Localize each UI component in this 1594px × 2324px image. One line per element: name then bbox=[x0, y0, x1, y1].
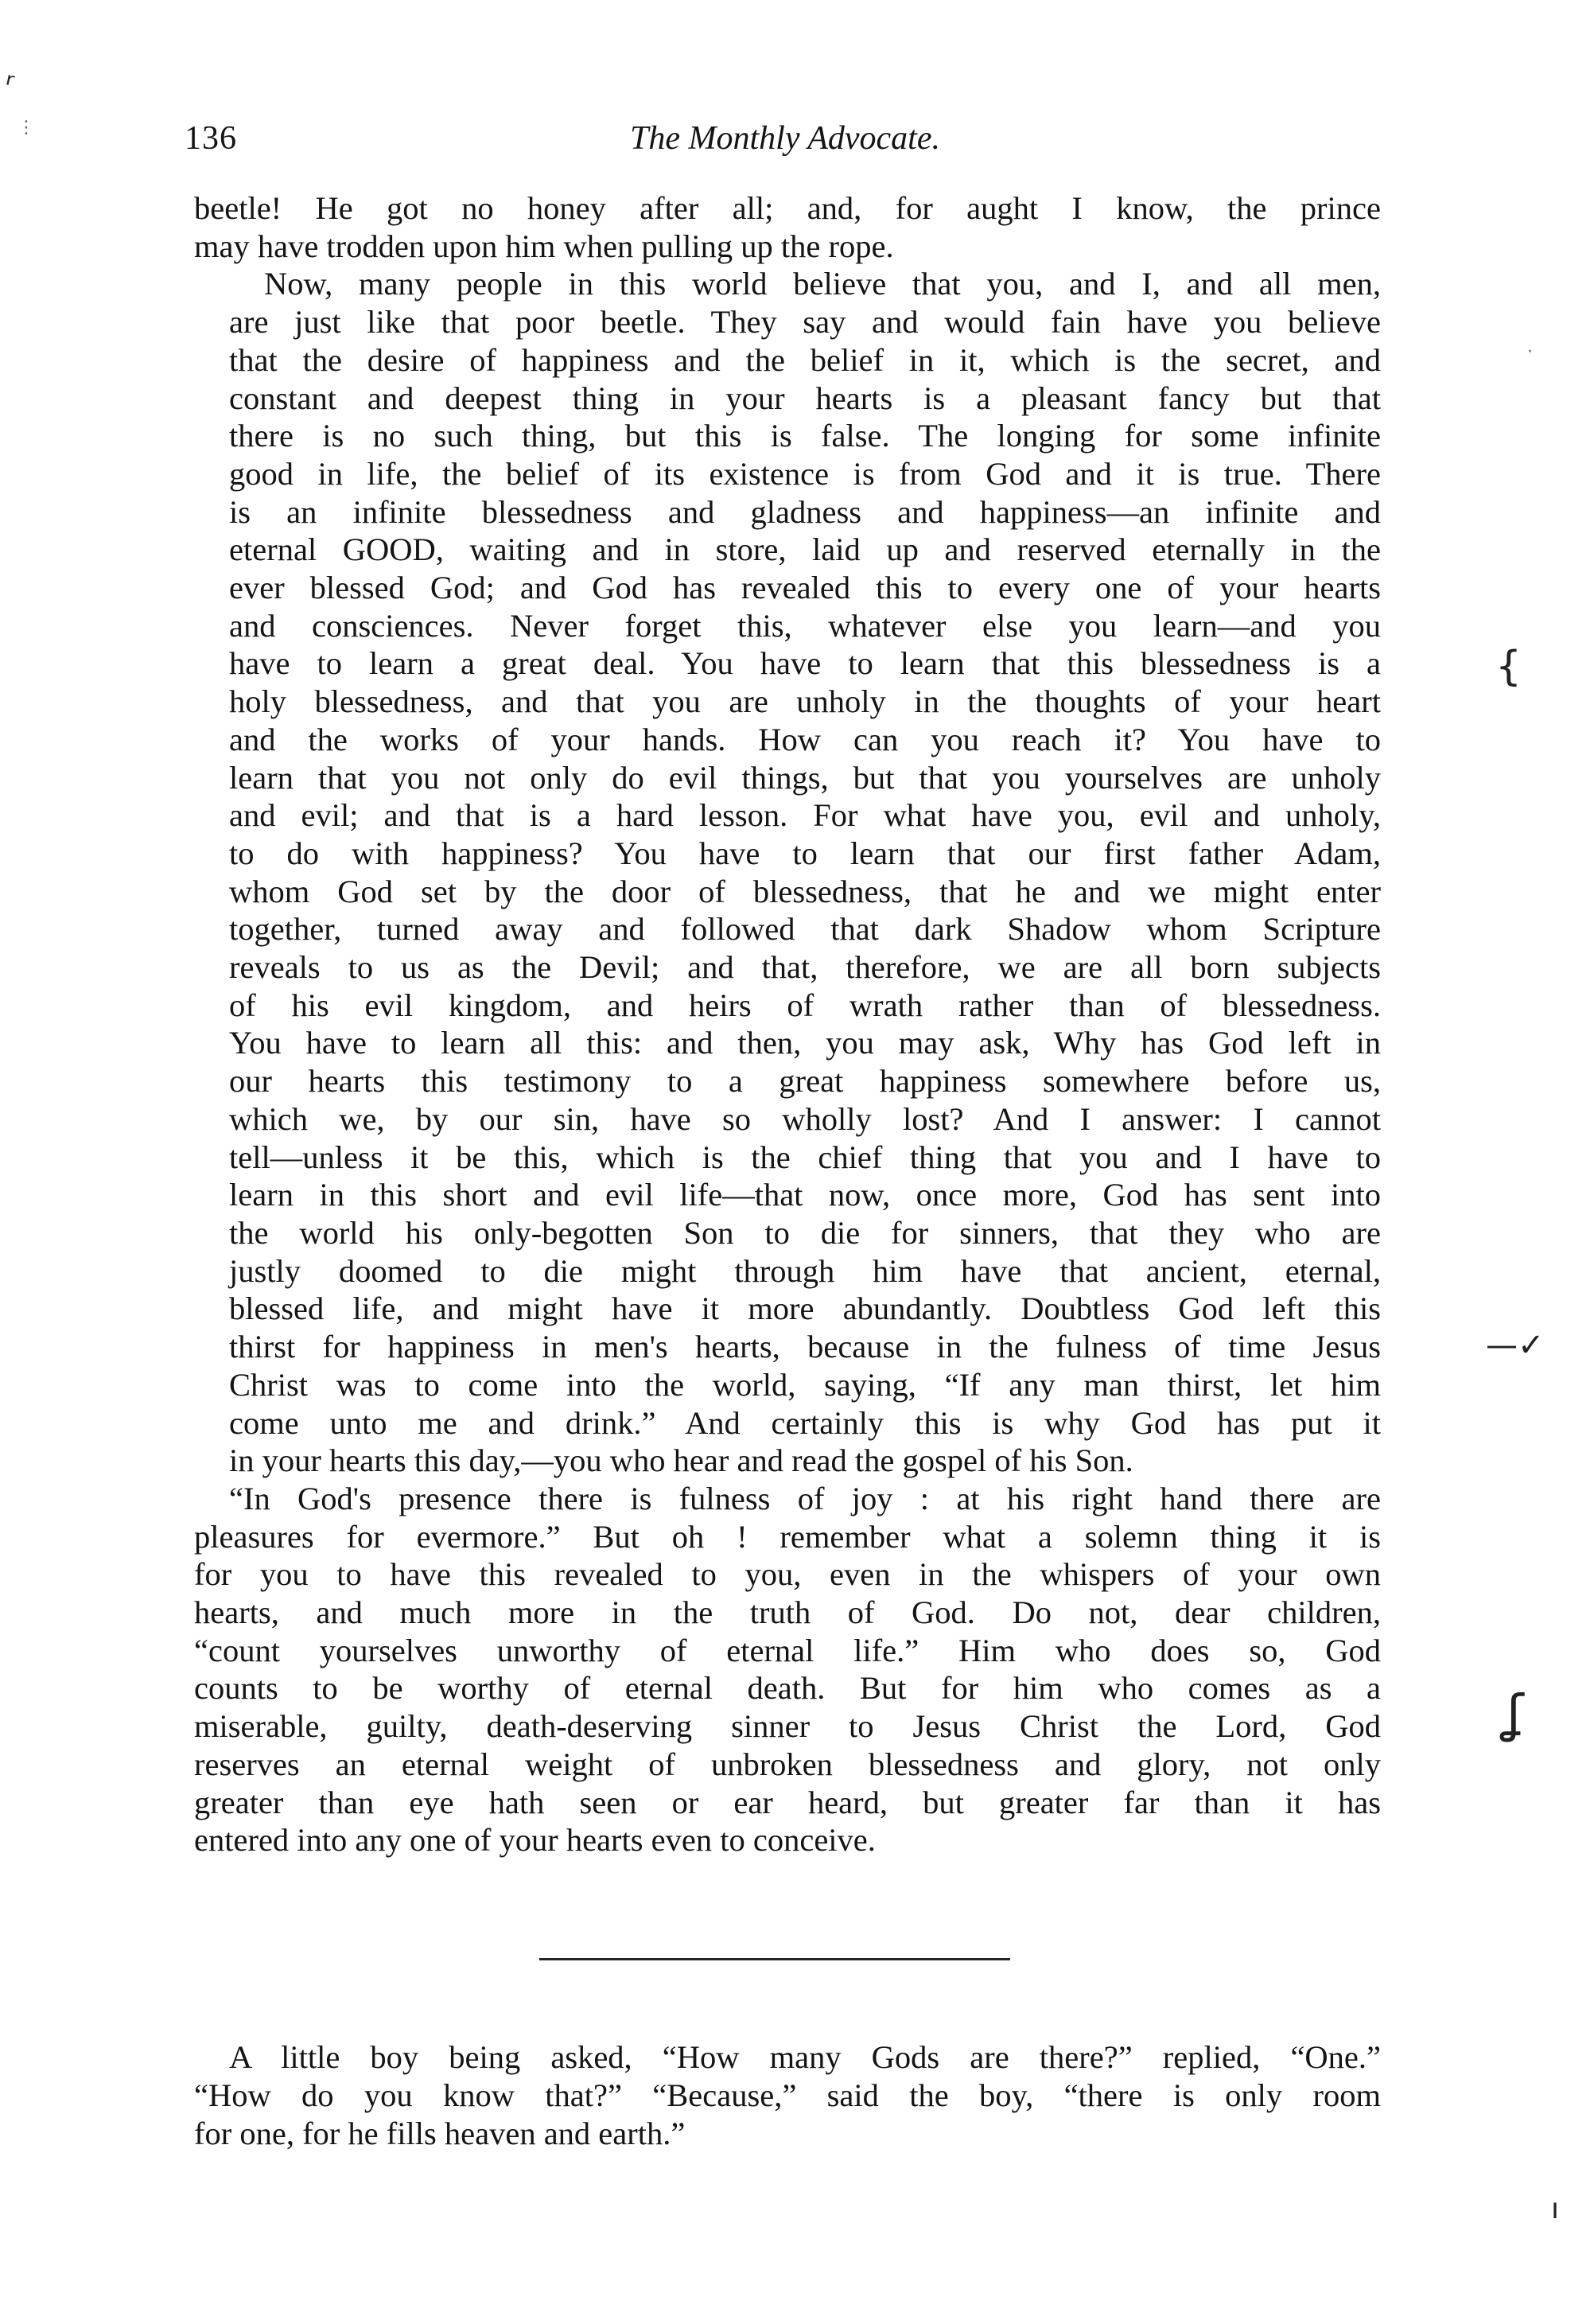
text-line: have to learn a great deal. You have to learn that this blessedness is a bbox=[229, 645, 1381, 682]
text-line: that the desire of happiness and the belief in it, which is the secret, and bbox=[229, 341, 1381, 378]
text-line: miserable, guilty, death-deserving sinner to Jesus Christ the Lord, God bbox=[194, 1708, 1381, 1745]
text-line: is an infinite blessedness and gladness and happiness—an infinite and bbox=[229, 493, 1381, 530]
margin-arrow-mark: —✓ bbox=[1486, 1327, 1545, 1364]
margin-tick-mark: ʳ bbox=[1, 66, 17, 104]
text-line: good in life, the belief of its existence is from God and it is true. There bbox=[229, 455, 1381, 492]
margin-dots-mark: ⋮ bbox=[17, 118, 35, 138]
text-line: together, turned away and followed that dark Shadow whom Scripture bbox=[229, 911, 1381, 948]
page-number: 136 bbox=[185, 120, 237, 157]
text-line: beetle! He got no honey after all; and, for aught I know, the prince bbox=[194, 190, 1381, 226]
margin-dot-mark: · bbox=[1527, 342, 1533, 362]
running-title: The Monthly Advocate. bbox=[630, 120, 940, 157]
text-line: there is no such thing, but this is false. The longing for some infinite bbox=[229, 418, 1381, 454]
text-line: reveals to us as the Devil; and that, therefore, we are all born subjects bbox=[229, 949, 1381, 986]
text-line: constant and deepest thing in your hearts is a pleasant fancy but that bbox=[229, 380, 1381, 416]
text-line: are just like that poor beetle. They say and would fain have you believe bbox=[229, 304, 1381, 341]
text-line: justly doomed to die might through him have that ancient, eternal, bbox=[229, 1252, 1381, 1289]
text-line: tell—unless it be this, which is the chief thing that you and I have to bbox=[229, 1139, 1381, 1175]
margin-bracket-mark: { bbox=[1495, 643, 1522, 691]
text-line: Christ was to come into the world, saying, “If any man thirst, let him bbox=[229, 1366, 1381, 1403]
text-line: and evil; and that is a hard lesson. For what have you, evil and unholy, bbox=[229, 797, 1381, 834]
margin-tick-mark-lower: ı bbox=[1551, 2193, 1560, 2225]
text-line: reserves an eternal weight of unbroken blessedness and glory, not only bbox=[194, 1746, 1381, 1782]
margin-scribble-mark: ʆ bbox=[1507, 1685, 1524, 1744]
text-line: in your hearts this day,—you who hear and read the gospel of his Son. bbox=[229, 1442, 1133, 1479]
anecdote-paragraph bbox=[194, 2038, 1381, 2153]
page-header bbox=[185, 119, 1386, 167]
text-line: eternal GOOD, waiting and in store, laid up and reserved eternally in the bbox=[229, 531, 1381, 568]
text-line: Now, many people in this world believe that you, and I, and all men, bbox=[264, 266, 1381, 302]
text-line: You have to learn all this: and then, you may ask, Why has God left in bbox=[229, 1025, 1381, 1061]
text-line: hearts, and much more in the truth of God. Do not, dear children, bbox=[194, 1594, 1381, 1631]
text-line: “In God's presence there is fulness of joy : at his right hand there are bbox=[229, 1480, 1381, 1516]
article-body bbox=[194, 189, 1381, 1859]
text-line: greater than eye hath seen or ear heard, but greater far than it has bbox=[194, 1784, 1381, 1820]
text-line: pleasures for evermore.” But oh ! remember what a solemn thing it is bbox=[194, 1518, 1381, 1555]
text-line: and consciences. Never forget this, whatever else you learn—and you bbox=[229, 607, 1381, 644]
text-line: learn that you not only do evil things, but that you yourselves are unholy bbox=[229, 759, 1381, 796]
text-line: A little boy being asked, “How many Gods are there?” replied, “One.” bbox=[229, 2039, 1381, 2075]
text-line: “How do you know that?” “Because,” said the boy, “there is only room bbox=[194, 2077, 1381, 2113]
paragraph-2 bbox=[194, 265, 1381, 1480]
text-line: may have trodden upon him when pulling up the rope. bbox=[194, 228, 894, 264]
text-line: to do with happiness? You have to learn that our first father Adam, bbox=[229, 835, 1381, 871]
text-line: for one, for he fills heaven and earth.” bbox=[194, 2116, 686, 2151]
text-line: our hearts this testimony to a great happiness somewhere before us, bbox=[229, 1063, 1381, 1100]
text-line: ever blessed God; and God has revealed this to every one of your hearts bbox=[229, 570, 1381, 606]
text-line: “count yourselves unworthy of eternal life.” Him who does so, God bbox=[194, 1632, 1381, 1668]
section-divider bbox=[539, 1958, 1010, 1960]
text-line: holy blessedness, and that you are unholy in the thoughts of your heart bbox=[229, 683, 1381, 720]
text-line: learn in this short and evil life—that now, once more, God has sent into bbox=[229, 1177, 1381, 1213]
text-line: and the works of your hands. How can you reach it? You have to bbox=[229, 721, 1381, 757]
text-line: blessed life, and might have it more abundantly. Doubtless God left this bbox=[229, 1290, 1381, 1327]
paragraph-3 bbox=[194, 1480, 1381, 1859]
text-line: of his evil kingdom, and heirs of wrath rather than of blessedness. bbox=[229, 987, 1381, 1023]
text-line: which we, by our sin, have so wholly lost? And I answer: I cannot bbox=[229, 1100, 1381, 1137]
text-line: counts to be worthy of eternal death. But for him who comes as a bbox=[194, 1670, 1381, 1707]
text-line: the world his only-begotten Son to die for sinners, that they who are bbox=[229, 1214, 1381, 1251]
paragraph-1 bbox=[194, 189, 1381, 265]
text-line: thirst for happiness in men's hearts, because in the fulness of time Jesus bbox=[229, 1329, 1381, 1365]
text-line: whom God set by the door of blessedness, that he and we might enter bbox=[229, 873, 1381, 909]
text-line: for you to have this revealed to you, even in the whispers of your own bbox=[194, 1556, 1381, 1593]
text-line: entered into any one of your hearts even to conceive. bbox=[194, 1822, 876, 1859]
text-line: come unto me and drink.” And certainly this is why God has put it bbox=[229, 1404, 1381, 1441]
